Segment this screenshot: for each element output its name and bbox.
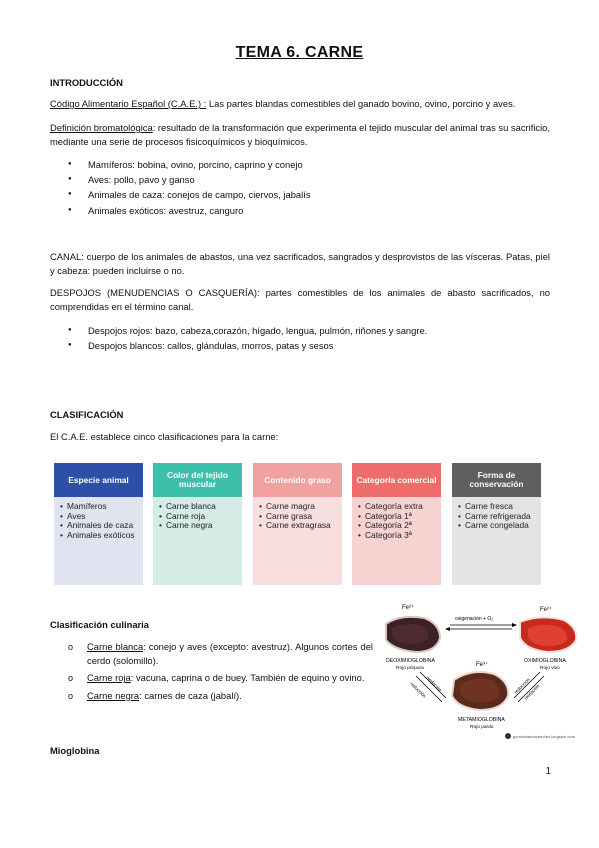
card-item: • Mamíferos (60, 502, 139, 512)
culinaria-list (50, 640, 373, 706)
card-title: Color del tejido muscular (153, 463, 242, 497)
deoxy-sublabel: Rojo púrpura (396, 666, 424, 671)
deoxy-label: DEOXIMIOGLOBINA (386, 658, 436, 664)
culinaria-label: Carne blanca (87, 641, 144, 652)
despojos-list (50, 323, 550, 353)
card-item: • Carne roja (159, 512, 238, 522)
culinaria-label: Carne negra (87, 689, 140, 701)
cae-paragraph (50, 97, 550, 111)
watermark-icon (505, 733, 511, 739)
list-item: o Carne roja: vacuna, caprina o de buey. También de equino y ovino. (50, 671, 373, 685)
card-color-tejido (153, 463, 242, 585)
definition-label: Definición bromatológica (50, 122, 153, 133)
card-item: • Categoría extra (358, 502, 437, 512)
card-item: • Carne grasa (259, 512, 338, 522)
oxidation-right-label: oxidación (523, 683, 541, 701)
oxy-sublabel: Rojo vivo (540, 666, 560, 671)
card-item: • Carne refrigerada (458, 512, 537, 522)
culinaria-heading: Clasificación culinaria (50, 619, 149, 630)
meta-label: METAMIOGLOBINA (458, 717, 505, 723)
reduction-left-label: reducción (409, 681, 427, 699)
card-item: • Categoría 2ª (358, 521, 437, 531)
card-item: • Animales exóticos (60, 531, 139, 541)
list-item: ● Animales exóticos: avestruz, canguro (50, 203, 550, 218)
card-item: • Categoría 1ª (358, 512, 437, 522)
fe-label-left: Fe²⁺ (402, 605, 415, 611)
list-item: ● Despojos blancos: callos, glándulas, morros, patas y sesos (50, 338, 550, 353)
card-especie-animal (54, 463, 143, 585)
intro-heading: INTRODUCCIÓN (50, 77, 123, 88)
card-title: Categoría comercial (352, 463, 441, 497)
fe-label-right: Fe²⁺ (540, 607, 553, 613)
cae-text: Las partes blandas comestibles del ganado bovino, ovino, porcino y aves. (206, 98, 516, 109)
card-item: • Animales de caza (60, 521, 139, 531)
clasificacion-text: El C.A.E. establece cinco clasificaciones para la carne: (50, 431, 279, 442)
card-item: • Carne congelada (458, 521, 537, 531)
page-number: 1 (545, 766, 551, 777)
arrow-top-label: oxigenación + O₂ (455, 616, 494, 622)
page-title: TEMA 6. CARNE (235, 44, 364, 61)
myoglobin-diagram (380, 600, 585, 745)
list-item: ● Aves: pollo, pavo y ganso (50, 172, 550, 187)
meta-sublabel: Rojo pardo (470, 725, 494, 730)
card-title: Contenido graso (253, 463, 342, 497)
card-item: • Carne blanca (159, 502, 238, 512)
list-item: o Carne negra: carnes de caza (jabalí). (50, 689, 373, 703)
fe-label-bottom: Fe³⁺ (476, 662, 489, 668)
oxidation-left-label: oxidación (425, 675, 443, 693)
mioglobina-heading: Mioglobina (50, 745, 100, 756)
definition-text: : resultado de la transformación que experimenta el tejido muscular del animal tras su sacrificio, mediante una serie de procesos fisicoquímicos y bioquímicos. (50, 122, 550, 147)
canal-paragraph: CANAL: cuerpo de los animales de abastos, una vez sacrificados, sangrados y desprovistos de las vísceras. Patas, piel y cabeza: pueden incluirse o no. (50, 251, 550, 276)
card-item: • Carne fresca (458, 502, 537, 512)
card-item: • Carne magra (259, 502, 338, 512)
card-item: • Categoría 3ª (358, 531, 437, 541)
list-item: ● Mamíferos: bobina, ovino, porcino, caprino y conejo (50, 157, 550, 172)
culinaria-label: Carne roja (87, 672, 131, 684)
arrow-left-head (445, 627, 450, 631)
card-contenido-graso (253, 463, 342, 585)
arrow-right-head (512, 623, 517, 627)
card-item: • Aves (60, 512, 139, 522)
reduction-right-label: reducción (513, 677, 531, 695)
card-item: • Carne negra (159, 521, 238, 531)
card-categoria-comercial (352, 463, 441, 585)
list-item: ● Animales de caza: conejos de campo, ciervos, jabalís (50, 187, 550, 202)
definition-paragraph (50, 121, 550, 149)
cae-label: Código Alimentario Español (C.A.E.) : (50, 98, 207, 109)
animals-list (50, 157, 550, 218)
card-forma-conservacion (452, 463, 541, 585)
card-item: • Carne extragrasa (259, 521, 338, 531)
card-title: Especie animal (54, 463, 143, 497)
list-item: o Carne blanca: conejo y aves (excepto: avestruz). Algunos cortes del cerdo (solomillo). (50, 640, 373, 668)
clasificacion-heading: CLASIFICACIÓN (50, 409, 124, 420)
list-item: ● Despojos rojos: bazo, cabeza,corazón, hígado, lengua, pulmón, riñones y sangre. (50, 323, 550, 338)
watermark-text: gominolasdepetroleo.blogspot.com (513, 734, 576, 739)
despojos-paragraph: DESPOJOS (MENUDENCIAS O CASQUERÍA): partes comestibles de los animales de abasto sacrificados, no comprendidas en el término canal. (50, 287, 550, 312)
card-title: Forma de conservación (452, 463, 541, 497)
oxy-label: OXIMIOGLOBINA (524, 658, 566, 664)
